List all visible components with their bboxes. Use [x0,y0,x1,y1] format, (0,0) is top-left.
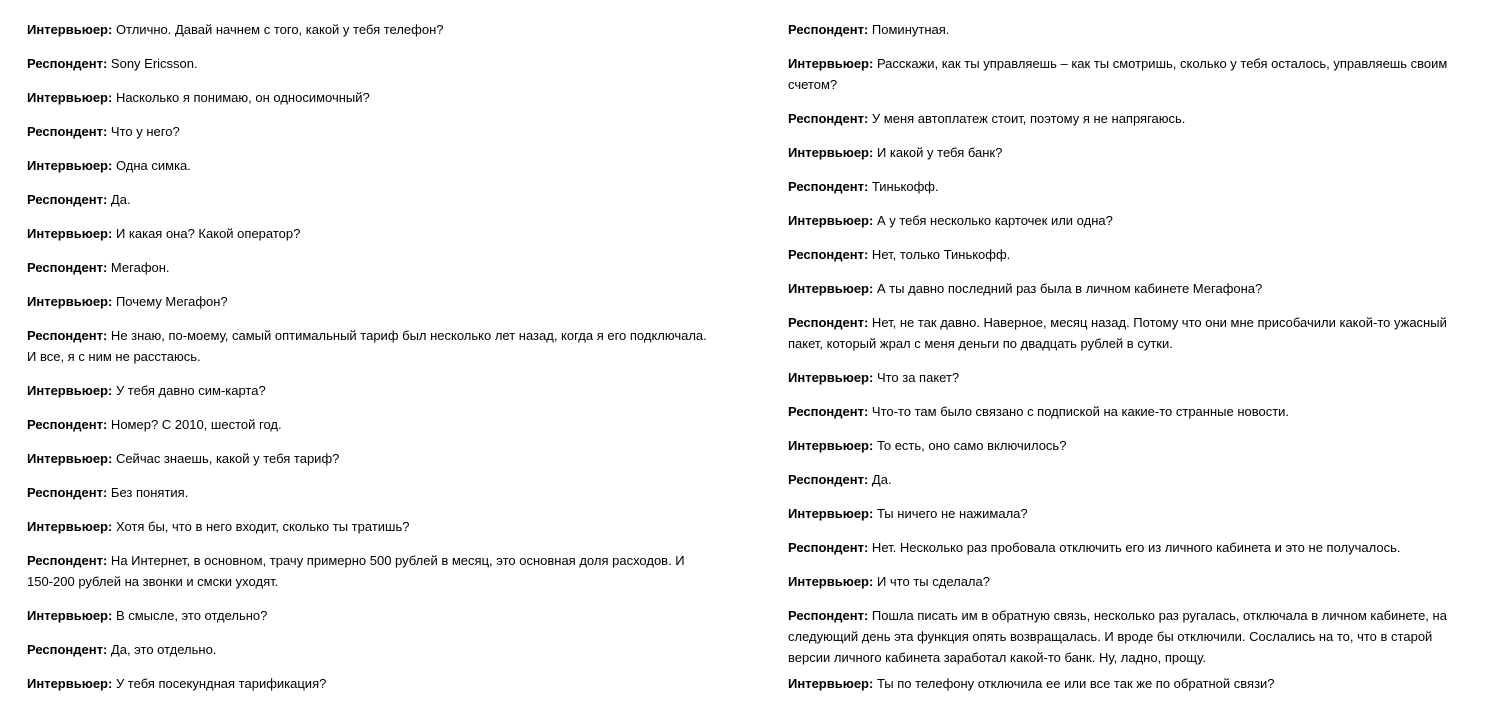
dialogue-line [27,414,707,435]
speaker-label: Интервьюер: [27,608,113,623]
dialogue-line [27,291,707,312]
dialogue-line [27,448,707,469]
utterance-text: В смысле, это отдельно? [112,608,268,623]
dialogue-line [788,469,1448,490]
speaker-label: Интервьюер: [27,90,113,105]
utterance-text: Нет. Несколько раз пробовала отключить его из личного кабинета и это не получалось. [868,540,1401,555]
speaker-label: Респондент: [27,642,108,657]
dialogue-line [788,142,1448,163]
dialogue-line [788,53,1448,95]
utterance-text: Поминутная. [868,22,950,37]
speaker-label: Интервьюер: [27,294,113,309]
speaker-label: Респондент: [788,22,869,37]
utterance-text: Что-то там было связано с подпиской на какие-то странные новости. [868,404,1290,419]
dialogue-line [788,503,1448,524]
speaker-label: Интервьюер: [788,370,874,385]
dialogue-line [788,571,1448,592]
utterance-text: Мегафон. [107,260,170,275]
dialogue-line [788,108,1448,129]
dialogue-line [27,482,707,503]
utterance-text: И какой у тебя банк? [873,145,1003,160]
dialogue-line [788,605,1448,668]
speaker-label: Респондент: [27,260,108,275]
utterance-text: Да. [868,472,892,487]
utterance-text: Да. [107,192,131,207]
dialogue-line [788,19,1448,40]
utterance-text: Что у него? [107,124,180,139]
speaker-label: Интервьюер: [788,506,874,521]
utterance-text: Sony Ericsson. [107,56,198,71]
utterance-text: Не знаю, по-моему, самый оптимальный тариф был несколько лет назад, когда я его подключала. И все, я с ним не расстаюсь. [27,328,707,364]
dialogue-line [788,278,1448,299]
speaker-label: Интервьюер: [27,383,113,398]
utterance-text: А у тебя несколько карточек или одна? [873,213,1113,228]
speaker-label: Респондент: [788,608,869,623]
dialogue-line [788,210,1448,231]
utterance-text: И что ты сделала? [873,574,990,589]
utterance-text: Хотя бы, что в него входит, сколько ты тратишь? [112,519,410,534]
speaker-label: Интервьюер: [27,451,113,466]
utterance-text: Ты по телефону отключила ее или все так же по обратной связи? [873,676,1275,691]
dialogue-line [27,605,707,626]
speaker-label: Интервьюер: [788,56,874,71]
utterance-text: Отлично. Давай начнем с того, какой у тебя телефон? [112,22,444,37]
utterance-text: Тинькофф. [868,179,939,194]
speaker-label: Респондент: [788,179,869,194]
utterance-text: У меня автоплатеж стоит, поэтому я не напрягаюсь. [868,111,1186,126]
utterance-text: То есть, оно само включилось? [873,438,1067,453]
speaker-label: Респондент: [27,417,108,432]
utterance-text: Нет, только Тинькофф. [868,247,1011,262]
speaker-label: Интервьюер: [788,213,874,228]
speaker-label: Интервьюер: [27,22,113,37]
dialogue-line [27,53,707,74]
dialogue-line [27,189,707,210]
speaker-label: Респондент: [788,540,869,555]
dialogue-line [27,380,707,401]
speaker-label: Респондент: [788,472,869,487]
utterance-text: Пошла писать им в обратную связь, несколько раз ругалась, отключала в личном кабинете, на следующий день эта функция опять возвращалась. И вроде бы отключили. Сослались на то, что в старой версии личного кабинета заработал какой-то банк. Ну, ладно, прощу. [788,608,1447,665]
dialogue-line [27,516,707,537]
speaker-label: Интервьюер: [27,158,113,173]
speaker-label: Респондент: [27,56,108,71]
dialogue-line [788,401,1448,422]
utterance-text: Нет, не так давно. Наверное, месяц назад. Потому что они мне присобачили какой-то ужасный пакет, который жрал с меня деньги по двадцать рублей в сутки. [788,315,1447,351]
speaker-label: Интервьюер: [788,676,874,691]
dialogue-line [788,673,1448,694]
utterance-text: Одна симка. [112,158,191,173]
speaker-label: Респондент: [788,315,869,330]
speaker-label: Интервьюер: [788,574,874,589]
dialogue-line [27,223,707,244]
utterance-text: Что за пакет? [873,370,960,385]
utterance-text: И какая она? Какой оператор? [112,226,301,241]
dialogue-line [27,673,707,694]
utterance-text: У тебя давно сим-карта? [112,383,266,398]
utterance-text: Без понятия. [107,485,189,500]
utterance-text: Номер? С 2010, шестой год. [107,417,282,432]
speaker-label: Интервьюер: [27,519,113,534]
speaker-label: Интервьюер: [27,226,113,241]
speaker-label: Респондент: [27,124,108,139]
speaker-label: Респондент: [27,192,108,207]
dialogue-line [27,639,707,660]
speaker-label: Интервьюер: [788,438,874,453]
dialogue-line [27,155,707,176]
dialogue-line [27,121,707,142]
utterance-text: Расскажи, как ты управляешь – как ты смотришь, сколько у тебя осталось, управляешь своим счетом? [788,56,1448,92]
dialogue-line [27,19,707,40]
utterance-text: У тебя посекундная тарификация? [112,676,327,691]
dialogue-line [788,537,1448,558]
utterance-text: На Интернет, в основном, трачу примерно 500 рублей в месяц, это основная доля расходов. И 150-200 рублей на звонки и смски уходят. [27,553,685,589]
speaker-label: Интервьюер: [788,281,874,296]
speaker-label: Респондент: [27,553,108,568]
dialogue-line [788,244,1448,265]
dialogue-line [27,325,707,367]
dialogue-line [788,176,1448,197]
speaker-label: Респондент: [788,404,869,419]
dialogue-line [27,550,707,592]
utterance-text: Сейчас знаешь, какой у тебя тариф? [112,451,340,466]
utterance-text: Да, это отдельно. [107,642,217,657]
utterance-text: Насколько я понимаю, он односимочный? [112,90,370,105]
speaker-label: Интервьюер: [788,145,874,160]
speaker-label: Респондент: [27,328,108,343]
utterance-text: Ты ничего не нажимала? [873,506,1028,521]
utterance-text: А ты давно последний раз была в личном кабинете Мегафона? [873,281,1263,296]
dialogue-line [27,87,707,108]
utterance-text: Почему Мегафон? [112,294,228,309]
speaker-label: Респондент: [788,247,869,262]
speaker-label: Респондент: [788,111,869,126]
dialogue-line [788,435,1448,456]
speaker-label: Интервьюер: [27,676,113,691]
dialogue-line [27,257,707,278]
speaker-label: Респондент: [27,485,108,500]
dialogue-line [788,367,1448,388]
dialogue-line [788,312,1448,354]
